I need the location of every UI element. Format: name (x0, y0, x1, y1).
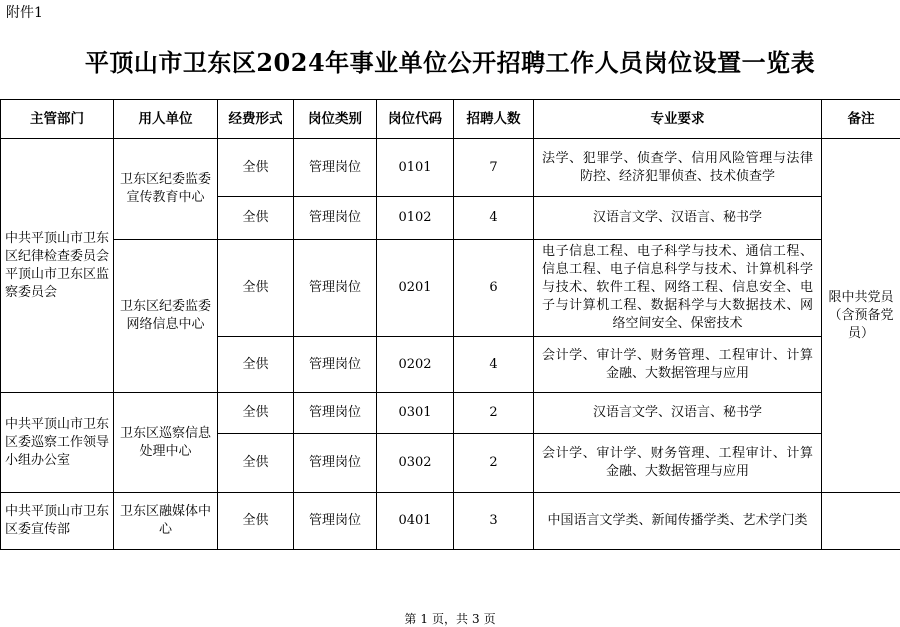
unit-cell: 卫东区纪委监委网络信息中心 (114, 240, 218, 393)
code-cell: 0102 (377, 197, 454, 240)
page-prefix: 第 (404, 612, 417, 626)
page-title: 平顶山市卫东区2024年事业单位公开招聘工作人员岗位设置一览表 (84, 48, 816, 77)
code-cell: 0302 (377, 434, 454, 493)
count-cell: 4 (454, 337, 534, 393)
header-cell: 岗位类别 (294, 100, 377, 139)
unit-cell: 卫东区巡察信息处理中心 (114, 393, 218, 493)
category-cell: 管理岗位 (294, 434, 377, 493)
header-cell: 主管部门 (1, 100, 114, 139)
category-cell: 管理岗位 (294, 240, 377, 337)
category-cell: 管理岗位 (294, 197, 377, 240)
table-row (1, 240, 900, 337)
category-cell: 管理岗位 (294, 337, 377, 393)
department-cell: 中共平顶山市卫东区委巡察工作领导小组办公室 (1, 393, 114, 493)
major-cell: 会计学、审计学、财务管理、工程审计、计算金融、大数据管理与应用 (534, 434, 822, 493)
category-cell: 管理岗位 (294, 493, 377, 550)
major-cell: 汉语言文学、汉语言、秘书学 (534, 393, 822, 434)
funding-cell: 全供 (218, 197, 294, 240)
page-mid: 页，共 (431, 612, 468, 626)
code-cell: 0101 (377, 139, 454, 197)
code-cell: 0301 (377, 393, 454, 434)
count-cell: 7 (454, 139, 534, 197)
funding-cell: 全供 (218, 240, 294, 337)
remark-cell-empty (822, 493, 900, 550)
funding-cell: 全供 (218, 393, 294, 434)
page-footer (0, 610, 900, 627)
table-row (1, 139, 900, 197)
unit-cell: 卫东区融媒体中心 (114, 493, 218, 550)
page-suffix: 页 (483, 612, 496, 626)
table-row (1, 493, 900, 550)
count-cell: 6 (454, 240, 534, 337)
department-cell: 中共平顶山市卫东区委宣传部 (1, 493, 114, 550)
header-cell: 岗位代码 (377, 100, 454, 139)
count-cell: 2 (454, 434, 534, 493)
unit-cell: 卫东区纪委监委宣传教育中心 (114, 139, 218, 240)
code-cell: 0202 (377, 337, 454, 393)
current-page: 1 (420, 612, 428, 626)
code-cell: 0201 (377, 240, 454, 337)
attachment-label: 附件1 (6, 5, 43, 21)
count-cell: 2 (454, 393, 534, 434)
major-cell: 电子信息工程、电子科学与技术、通信工程、信息工程、电子信息科学与技术、计算机科学与技术、软件工程、网络工程、信息安全、电子与计算机工程、数据科学与大数据技术、网络空间安全、保密技术 (534, 240, 822, 337)
major-cell: 会计学、审计学、财务管理、工程审计、计算金融、大数据管理与应用 (534, 337, 822, 393)
count-cell: 3 (454, 493, 534, 550)
header-cell: 招聘人数 (454, 100, 534, 139)
funding-cell: 全供 (218, 337, 294, 393)
header-cell: 专业要求 (534, 100, 822, 139)
header-cell: 用人单位 (114, 100, 218, 139)
funding-cell: 全供 (218, 434, 294, 493)
code-cell: 0401 (377, 493, 454, 550)
category-cell: 管理岗位 (294, 393, 377, 434)
department-cell: 中共平顶山市卫东区纪律检查委员会平顶山市卫东区监察委员会 (1, 139, 114, 393)
remark-cell: 限中共党员（含预备党员） (822, 139, 900, 493)
count-cell: 4 (454, 197, 534, 240)
table-row (1, 393, 900, 434)
major-cell: 中国语言文学类、新闻传播学类、艺术学门类 (534, 493, 822, 550)
major-cell: 汉语言文学、汉语言、秘书学 (534, 197, 822, 240)
total-pages: 3 (472, 612, 480, 626)
header-row (1, 100, 900, 139)
positions-table (0, 99, 900, 550)
funding-cell: 全供 (218, 139, 294, 197)
major-cell: 法学、犯罪学、侦查学、信用风险管理与法律防控、经济犯罪侦查、技术侦查学 (534, 139, 822, 197)
header-cell: 经费形式 (218, 100, 294, 139)
header-cell: 备注 (822, 100, 900, 139)
funding-cell: 全供 (218, 493, 294, 550)
category-cell: 管理岗位 (294, 139, 377, 197)
